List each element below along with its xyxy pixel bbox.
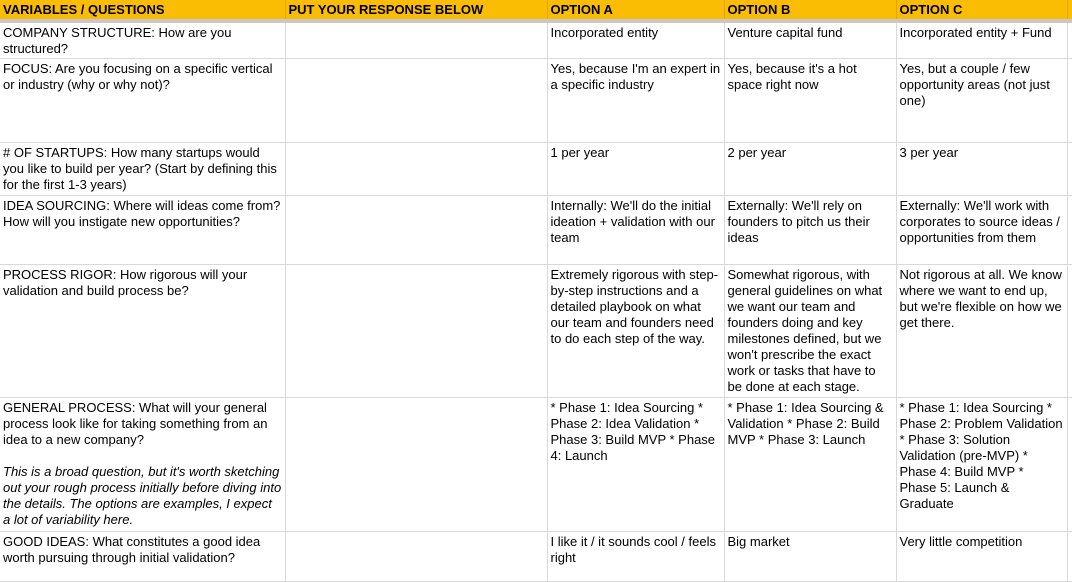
table-row-company-structure: [0, 21, 1072, 58]
option-c-cell[interactable]: 3 per year: [896, 142, 1067, 195]
option-a-cell[interactable]: I like it / it sounds cool / feels right: [547, 531, 724, 581]
option-a-cell[interactable]: Internally: We'll do the initial ideation + validation with our team: [547, 195, 724, 264]
header-row: [0, 0, 1072, 21]
question-cell[interactable]: COMPANY STRUCTURE: How are you structured?: [0, 21, 285, 58]
table-row-process-rigor: [0, 264, 1072, 397]
header-option-a[interactable]: OPTION A: [547, 0, 724, 21]
option-b-cell[interactable]: Big market: [724, 531, 896, 581]
response-cell[interactable]: [285, 58, 547, 142]
response-cell[interactable]: [285, 195, 547, 264]
header-option-c[interactable]: OPTION C: [896, 0, 1067, 21]
question-cell[interactable]: PROCESS RIGOR: How rigorous will your validation and build process be?: [0, 264, 285, 397]
option-c-cell[interactable]: Externally: We'll work with corporates to source ideas / opportunities from them: [896, 195, 1067, 264]
header-option-b[interactable]: OPTION B: [724, 0, 896, 21]
option-c-cell[interactable]: Not rigorous at all. We know where we want to end up, but we're flexible on how we get there.: [896, 264, 1067, 397]
option-b-cell[interactable]: * Phase 1: Idea Sourcing & Validation * Phase 2: Build MVP * Phase 3: Launch: [724, 397, 896, 531]
question-cell[interactable]: FOCUS: Are you focusing on a specific vertical or industry (why or why not)?: [0, 58, 285, 142]
response-cell[interactable]: [285, 397, 547, 531]
response-cell[interactable]: [285, 531, 547, 581]
question-cell[interactable]: GOOD IDEAS: What constitutes a good idea worth pursuing through initial validation?: [0, 531, 285, 581]
option-d-cell[interactable]: [1067, 531, 1072, 581]
option-d-cell[interactable]: [1067, 142, 1072, 195]
option-b-cell[interactable]: Yes, because it's a hot space right now: [724, 58, 896, 142]
option-b-cell[interactable]: Venture capital fund: [724, 21, 896, 58]
option-a-cell[interactable]: 1 per year: [547, 142, 724, 195]
header-variables-questions[interactable]: VARIABLES / QUESTIONS: [0, 0, 285, 21]
option-b-cell[interactable]: 2 per year: [724, 142, 896, 195]
option-b-cell[interactable]: Externally: We'll rely on founders to pitch us their ideas: [724, 195, 896, 264]
table-row-focus: [0, 58, 1072, 142]
option-a-cell[interactable]: * Phase 1: Idea Sourcing * Phase 2: Idea Validation * Phase 3: Build MVP * Phase 4: Launch: [547, 397, 724, 531]
option-c-cell[interactable]: * Phase 1: Idea Sourcing * Phase 2: Problem Validation * Phase 3: Solution Validation (pre-MVP) * Phase 4: Build MVP * Phase 5: Launch & Graduate: [896, 397, 1067, 531]
table-row-num-startups: [0, 142, 1072, 195]
option-c-cell[interactable]: Incorporated entity + Fund: [896, 21, 1067, 58]
option-b-cell[interactable]: Somewhat rigorous, with general guidelines on what we want our team and founders doing and key milestones defined, but we won't prescribe the exact work or tasks that have to be done at each stage.: [724, 264, 896, 397]
option-d-cell[interactable]: [1067, 397, 1072, 531]
header-response[interactable]: PUT YOUR RESPONSE BELOW: [285, 0, 547, 21]
option-a-cell[interactable]: Incorporated entity: [547, 21, 724, 58]
option-c-cell[interactable]: Yes, but a couple / few opportunity areas (not just one): [896, 58, 1067, 142]
option-d-cell[interactable]: [1067, 58, 1072, 142]
table-row-general-process: [0, 397, 1072, 531]
question-cell[interactable]: # OF STARTUPS: How many startups would you like to build per year? (Start by defining this for the first 1-3 years): [0, 142, 285, 195]
option-d-cell[interactable]: [1067, 264, 1072, 397]
table-row-good-ideas: [0, 531, 1072, 581]
question-text: GENERAL PROCESS: What will your general process look like for taking something from an idea to a new company?: [3, 399, 268, 447]
question-cell[interactable]: [0, 397, 285, 531]
response-cell[interactable]: [285, 21, 547, 58]
option-a-cell[interactable]: Yes, because I'm an expert in a specific industry: [547, 58, 724, 142]
response-cell[interactable]: [285, 264, 547, 397]
option-a-cell[interactable]: Extremely rigorous with step-by-step instructions and a detailed playbook on what our team and founders need to do each step of the way.: [547, 264, 724, 397]
question-cell[interactable]: IDEA SOURCING: Where will ideas come from? How will you instigate new opportunities?: [0, 195, 285, 264]
option-c-cell[interactable]: Very little competition: [896, 531, 1067, 581]
header-option-d-partial[interactable]: [1067, 0, 1072, 21]
option-d-cell[interactable]: [1067, 21, 1072, 58]
option-d-cell[interactable]: [1067, 195, 1072, 264]
question-note: This is a broad question, but it's worth sketching out your rough process initially before diving into the details. The options are examples, I expect a lot of variability here.: [3, 463, 282, 527]
response-cell[interactable]: [285, 142, 547, 195]
table-row-idea-sourcing: [0, 195, 1072, 264]
